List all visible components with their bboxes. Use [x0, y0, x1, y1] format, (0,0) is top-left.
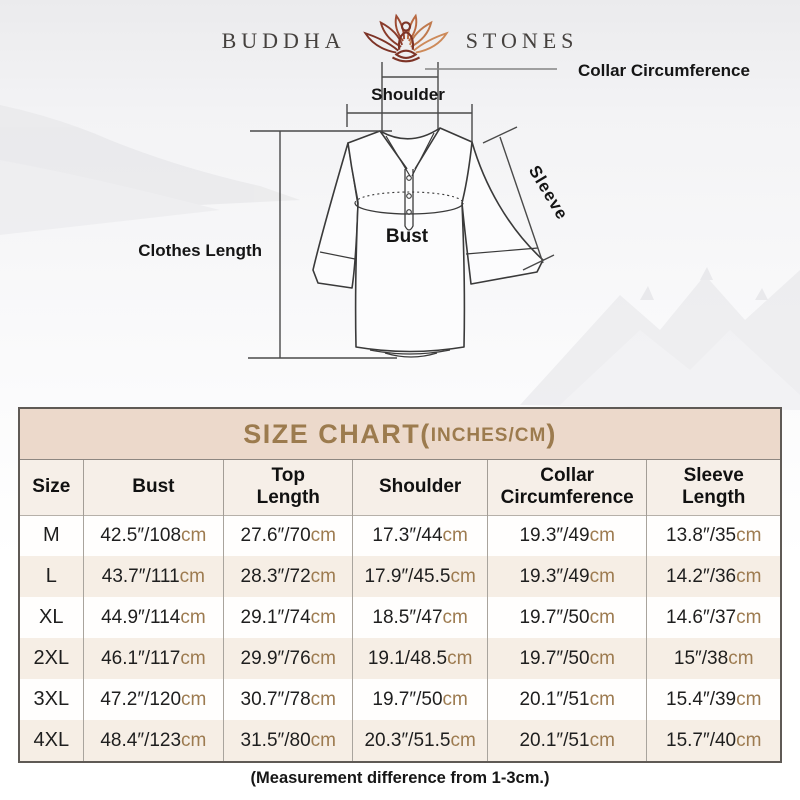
table-row [20, 556, 780, 597]
value-cell: 27.6″/70cm [224, 515, 353, 556]
column-header: Bust [83, 460, 224, 515]
collar-circumference-label: Collar Circumference [578, 61, 750, 80]
size-cell: L [20, 556, 83, 597]
unit-suffix: cm [589, 565, 615, 587]
table-row [20, 720, 780, 761]
value-cell: 20.1″/51cm [487, 679, 647, 720]
table-row [20, 597, 780, 638]
unit-suffix: cm [310, 524, 336, 546]
brand-word-left: BUDDHA [221, 28, 346, 53]
unit-suffix: cm [589, 606, 615, 628]
size-cell: 4XL [20, 720, 83, 761]
title-close: ) [546, 418, 557, 449]
value-cell: 19.7″/50cm [353, 679, 488, 720]
value-cell: 19.3″/49cm [487, 515, 647, 556]
sleeve-label: Sleeve [524, 162, 572, 224]
unit-suffix: cm [736, 688, 762, 710]
value-cell: 19.7″/50cm [487, 597, 647, 638]
value-cell: 17.9″/45.5cm [353, 556, 488, 597]
value-cell: 28.3″/72cm [224, 556, 353, 597]
column-header: Collar Circumference [487, 460, 647, 515]
value-cell: 43.7″/111cm [83, 556, 224, 597]
unit-suffix: cm [450, 729, 476, 751]
unit-suffix: cm [181, 524, 207, 546]
unit-suffix: cm [180, 606, 206, 628]
unit-suffix: cm [180, 647, 206, 669]
brand-word-right: STONES [465, 28, 579, 53]
value-cell: 13.8″/35cm [647, 515, 780, 556]
table-row [20, 679, 780, 720]
unit-suffix: cm [181, 729, 207, 751]
value-cell: 42.5″/108cm [83, 515, 224, 556]
size-cell: XL [20, 597, 83, 638]
value-cell: 19.7″/50cm [487, 638, 647, 679]
title-main: SIZE CHART( [243, 418, 431, 449]
size-cell: M [20, 515, 83, 556]
unit-suffix: cm [310, 688, 336, 710]
size-table-body [20, 515, 780, 761]
unit-suffix: cm [589, 729, 615, 751]
unit-suffix: cm [179, 565, 205, 587]
unit-suffix: cm [310, 606, 336, 628]
value-cell: 15″/38cm [647, 638, 780, 679]
value-cell: 18.5″/47cm [353, 597, 488, 638]
title-units: INCHES/CM [430, 424, 547, 446]
value-cell: 19.3″/49cm [487, 556, 647, 597]
value-cell: 19.1/48.5cm [353, 638, 488, 679]
unit-suffix: cm [442, 524, 468, 546]
unit-suffix: cm [736, 606, 762, 628]
unit-suffix: cm [736, 524, 762, 546]
column-header-row [20, 460, 780, 515]
value-cell: 46.1″/117cm [83, 638, 224, 679]
size-cell: 2XL [20, 638, 83, 679]
value-cell: 15.4″/39cm [647, 679, 780, 720]
unit-suffix: cm [736, 565, 762, 587]
unit-suffix: cm [450, 565, 476, 587]
column-header: Sleeve Length [647, 460, 780, 515]
unit-suffix: cm [589, 524, 615, 546]
value-cell: 31.5″/80cm [224, 720, 353, 761]
value-cell: 44.9″/114cm [83, 597, 224, 638]
size-chart-title [20, 409, 780, 460]
value-cell: 20.3″/51.5cm [353, 720, 488, 761]
value-cell: 29.9″/76cm [224, 638, 353, 679]
shoulder-label: Shoulder [371, 85, 445, 104]
value-cell: 17.3″/44cm [353, 515, 488, 556]
value-cell: 29.1″/74cm [224, 597, 353, 638]
table-row [20, 638, 780, 679]
unit-suffix: cm [310, 565, 336, 587]
value-cell: 15.7″/40cm [647, 720, 780, 761]
value-cell: 48.4″/123cm [83, 720, 224, 761]
unit-suffix: cm [736, 729, 762, 751]
unit-suffix: cm [442, 688, 468, 710]
value-cell: 14.6″/37cm [647, 597, 780, 638]
size-cell: 3XL [20, 679, 83, 720]
value-cell: 14.2″/36cm [647, 556, 780, 597]
unit-suffix: cm [589, 647, 615, 669]
bust-label: Bust [385, 226, 429, 247]
unit-suffix: cm [728, 647, 754, 669]
unit-suffix: cm [181, 688, 207, 710]
value-cell: 20.1″/51cm [487, 720, 647, 761]
size-chart [18, 407, 782, 763]
unit-suffix: cm [447, 647, 473, 669]
unit-suffix: cm [442, 606, 468, 628]
column-header: Top Length [224, 460, 353, 515]
unit-suffix: cm [310, 729, 336, 751]
value-cell: 47.2″/120cm [83, 679, 224, 720]
value-cell: 30.7″/78cm [224, 679, 353, 720]
unit-suffix: cm [589, 688, 615, 710]
measurement-note: (Measurement difference from 1-3cm.) [250, 769, 550, 787]
clothes-length-label: Clothes Length [138, 241, 262, 260]
column-header: Shoulder [353, 460, 488, 515]
column-header: Size [20, 460, 83, 515]
table-row [20, 515, 780, 556]
unit-suffix: cm [310, 647, 336, 669]
size-table [20, 460, 780, 761]
